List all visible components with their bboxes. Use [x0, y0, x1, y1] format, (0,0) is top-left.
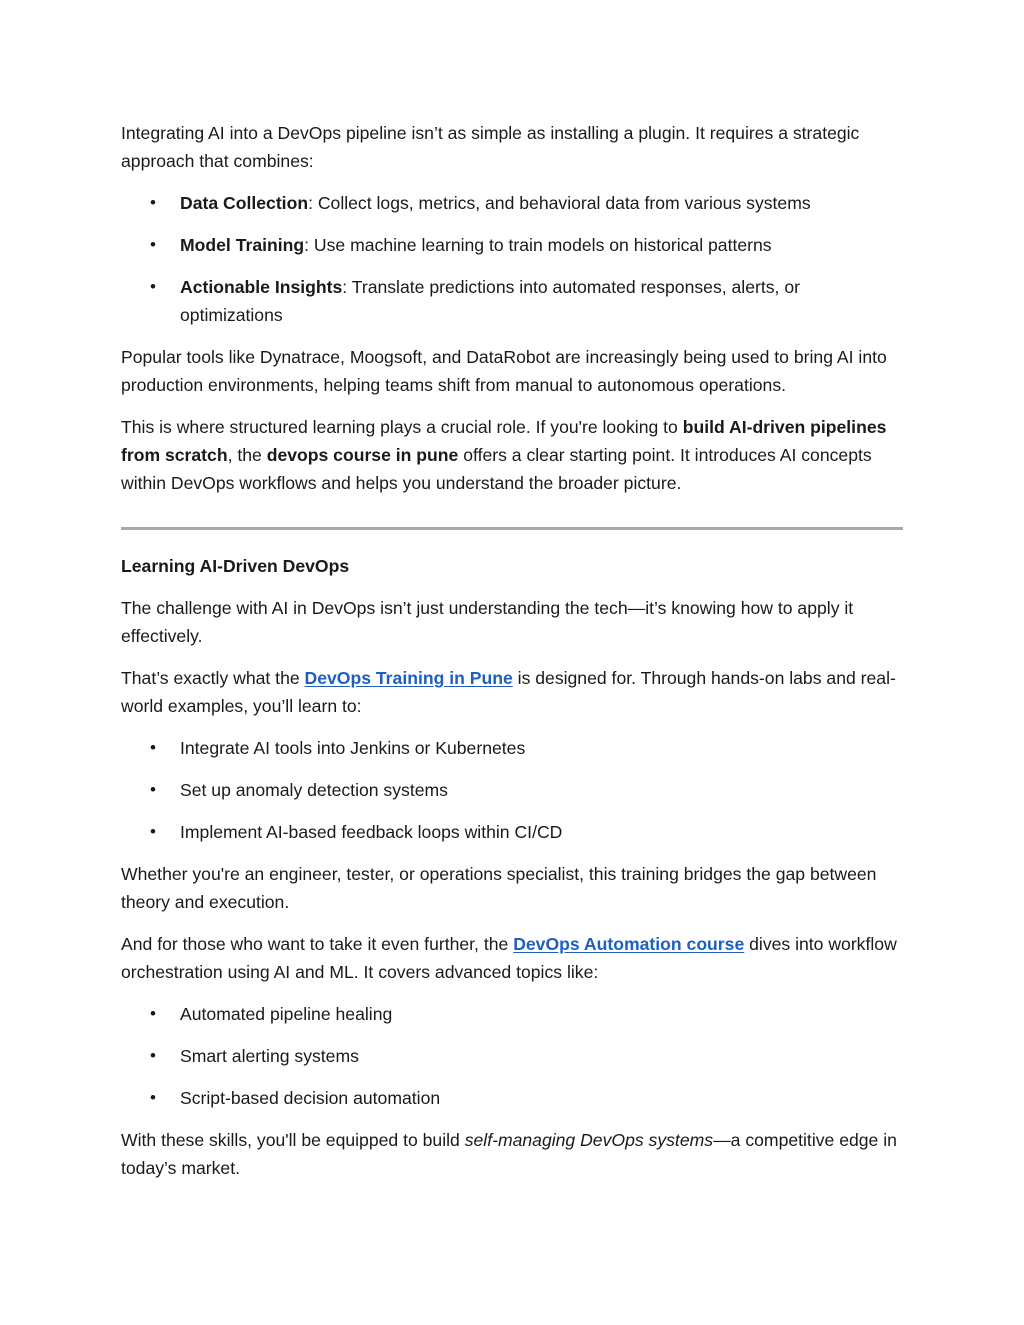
list-item — [121, 231, 903, 259]
tools-paragraph: Popular tools like Dynatrace, Moogsoft, and DataRobot are increasingly being used to bring AI into production environments, helping teams shift from manual to autonomous operations. — [121, 347, 887, 395]
bold-phrase: build AI-driven pipelines from scratch — [121, 417, 887, 465]
bold-phrase: devops course in pune — [266, 445, 459, 465]
text-run: This is where structured learning plays a crucial role. If you're looking to — [121, 417, 683, 437]
bullet-text: : Collect logs, metrics, and behavioral data from various systems — [308, 193, 811, 213]
list-item: • Script-based decision automation — [121, 1084, 903, 1112]
list-item: • Automated pipeline healing — [121, 1000, 903, 1028]
text-run: is designed for. Through hands-on labs and real-world examples, you’ll learn to: — [121, 668, 896, 716]
italic-phrase: self-managing DevOps systems — [464, 1130, 714, 1150]
text-run: And for those who want to take it even further, the — [121, 934, 514, 954]
list-item: • Implement AI-based feedback loops within CI/CD — [121, 818, 903, 846]
bullet-term: Model Training — [180, 235, 305, 255]
text-run: With these skills, you'll be equipped to build — [121, 1130, 465, 1150]
devops-training-pune-link[interactable]: DevOps Training in Pune — [304, 668, 513, 688]
structured-learning-paragraph — [121, 413, 903, 497]
list-item: • Integrate AI tools into Jenkins or Kubernetes — [121, 734, 903, 762]
intro-bullet-list — [121, 189, 903, 329]
section-heading: Learning AI-Driven DevOps — [121, 556, 350, 576]
text-run: That’s exactly what the — [121, 668, 305, 688]
text-run: , the — [227, 445, 267, 465]
audience-paragraph: Whether you're an engineer, tester, or operations specialist, this training bridges the gap between theory and execution. — [121, 864, 877, 912]
intro-paragraph: Integrating AI into a DevOps pipeline isn’t as simple as installing a plugin. It requires a strategic approach that combines: — [121, 123, 860, 171]
bullet-text: : Use machine learning to train models on historical patterns — [304, 235, 772, 255]
horizontal-divider — [121, 527, 903, 530]
document-page — [121, 119, 903, 1196]
advanced-topics-list — [121, 1000, 903, 1112]
bullet-term: Data Collection — [180, 193, 309, 213]
text-run: offers a clear starting point. It introduces AI concepts within DevOps workflows and helps you understand the broader picture. — [121, 445, 872, 493]
learn-bullet-list — [121, 734, 903, 846]
devops-automation-course-link[interactable]: DevOps Automation course — [513, 934, 745, 954]
challenge-paragraph: The challenge with AI in DevOps isn’t just understanding the tech—it’s knowing how to apply it effectively. — [121, 598, 854, 646]
list-item: • Smart alerting systems — [121, 1042, 903, 1070]
automation-paragraph — [121, 930, 903, 986]
text-run: dives into workflow orchestration using AI and ML. It covers advanced topics like: — [121, 934, 897, 982]
closing-paragraph — [121, 1126, 903, 1182]
bullet-term: Actionable Insights — [180, 277, 343, 297]
list-item: • Set up anomaly detection systems — [121, 776, 903, 804]
text-run: —a competitive edge in today’s market. — [121, 1130, 897, 1178]
list-item — [121, 189, 903, 217]
list-item — [121, 273, 903, 329]
bullet-text: : Translate predictions into automated responses, alerts, or optimizations — [180, 277, 800, 325]
training-paragraph — [121, 664, 903, 720]
